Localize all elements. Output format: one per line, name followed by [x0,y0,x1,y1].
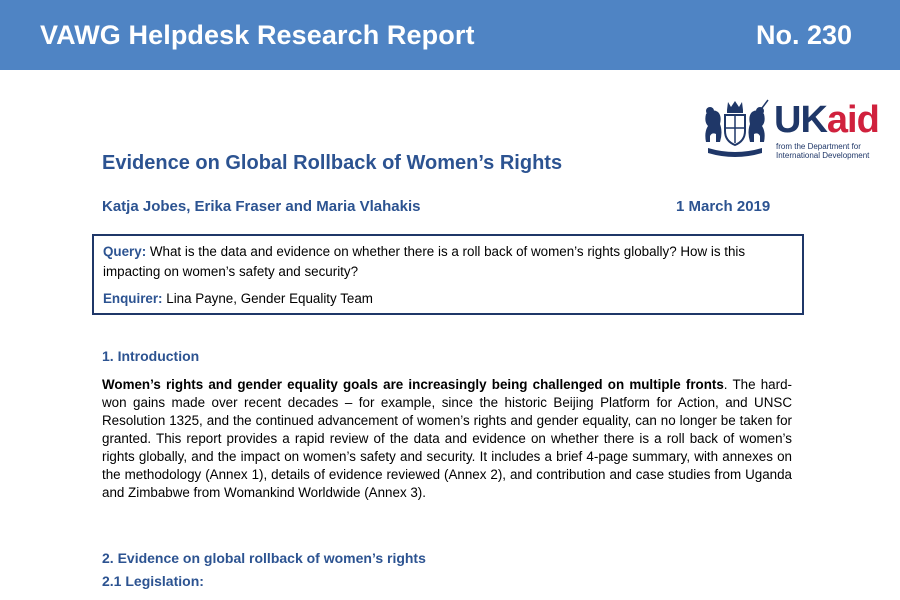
query-box [92,234,804,315]
section-heading-evidence: 2. Evidence on global rollback of women’s rights [102,550,426,566]
enquirer-text: Lina Payne, Gender Equality Team [162,291,373,306]
ukaid-logo [698,98,882,164]
section-heading-introduction: 1. Introduction [102,348,200,364]
enquirer-label: Enquirer: [103,291,163,306]
report-banner [0,0,900,70]
document-date: 1 March 2019 [676,198,771,215]
report-number: No. 230 [755,19,852,50]
intro-body-text: . The hard-won gains made over recent decades – for example, since the historic Beijing Platform for Action, and UNSC Resolution 1325, and the continued advancement of women’s rights and gender equality, can no longer be taken for granted. This report provides a rapid review of the data and evidence on whether there is a roll back of women’s rights globally, and the impact on women’s safety and security. It includes a brief 4-page summary, with annexes on the methodology (Annex 1), details of evidence reviewed (Annex 2), and contribution and case studies from Uganda and Zimbabwe from Womankind Worldwide (Annex 3). [102,377,792,500]
query-line [103,242,793,282]
document-title: Evidence on Global Rollback of Women’s Rights [102,152,563,174]
ukaid-subtitle: from the Department for International Development [776,142,870,160]
royal-crest-icon [698,98,772,160]
ukaid-wordmark [774,98,879,142]
banner-title: VAWG Helpdesk Research Report [40,19,475,50]
query-label: Query: [103,244,147,259]
introduction-paragraph [102,376,792,502]
query-text: What is the data and evidence on whether there is a roll back of women’s rights globally? How is this impacting on women’s safety and security? [103,244,746,279]
enquirer-line [103,289,793,309]
document-authors: Katja Jobes, Erika Fraser and Maria Vlahakis [102,198,421,215]
intro-bold-lead: Women’s rights and gender equality goals are increasingly being challenged on multiple fronts [102,377,724,392]
ukaid-aid-text: aid [826,99,879,141]
subsection-heading-legislation: 2.1 Legislation: [102,573,204,589]
ukaid-uk-text: UK [774,99,827,141]
